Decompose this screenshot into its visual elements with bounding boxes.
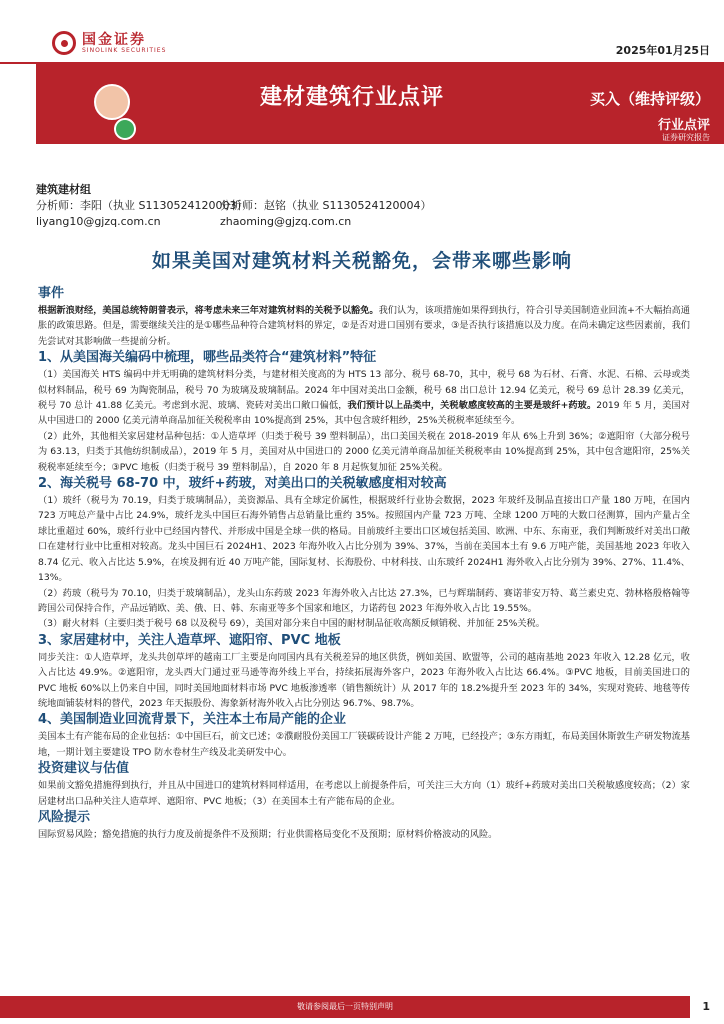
s1-text-a: （1）美国海关 HTS 编码中并无明确的建筑材料分类，与建材相关度高的为 HTS 13 部分、税号 68-70，其中，税号 68 为石材、石膏、水泥、石棉、云母或类似材料制品，税号 69 为陶瓷制品，税号 70 为玻璃及玻璃制品。2024 年中国对美出口金额，税号 68 出口总计 12.94 亿美元，税号 69 总计 28.39 亿美元，税号 70 总计 41.88 亿美元。考虑到水泥、玻璃、瓷砖对美出口敞口偏低， xyxy=(38,369,690,412)
logo-text xyxy=(82,33,166,54)
logo-cn: 国金证券 xyxy=(82,31,146,48)
avatar-icon xyxy=(94,84,130,120)
risk-paragraph: 国际贸易风险；豁免措施的执行力度及前提条件不及预期；行业供需格局变化不及预期；原材料价格波动的风险。 xyxy=(38,828,498,840)
company-logo xyxy=(52,31,166,55)
section-title-investment: 投资建议与估值 xyxy=(38,761,130,777)
logo-mark-icon xyxy=(52,31,76,55)
section-2-paragraph-1: （1）玻纤（税号为 70.19，归类于玻璃制品），美资源品、具有全球定价属性，根据玻纤行业协会数据，2023 年玻纤及制品直接出口产量 180 万吨，在国内 723 万吨总产量中占比 24.9%，玻纤龙头中国巨石海外销售占总销量比重约 35%。按照国内产量 723 万吨、全球 1200 万吨的大数口径测算，国内产量占全球比重超过 60%，玻纤行业中已经国内替代、并形成中国是全球一供的格局。目前玻纤主要出口区域包括美国、欧洲、中东、东南亚，我们判断玻纤对美出口敞口在建材行业中比重相对较高。龙头中国巨石 2024H1、2023 年海外收入占比分别为 39%、37%，当前在美国本土有 9.6 万吨产能，美国基地 2023 年收入 8.74 亿元、收入占比达 5.9%，在埃及拥有近 40 万吨产能，国际复材、长海股份、中材科技、山东玻纤 2024H1 海外收入占比分别为 39%、27%、11.4%、13%。 xyxy=(38,495,690,584)
section-1-paragraph-2: （2）此外，其他相关家居建材品种包括：①人造草坪（归类于税号 39 塑料制品），出口美国关税在 2018-2019 年从 6%上升到 36%；②遮阳帘（大部分税号为 63.13，归类于其他纺织制成品），2019 年 5 月，美国对从中国进口的 2000 亿美元清单商品加征关税税率由 10%提高到 25%，其中包含遮阳帘，25%关税税率延续至今；③PVC 地板（归类于税号 39 塑料制品），自 2020 年 8 月起恢复加征 25%关税。 xyxy=(38,430,690,473)
event-bold: 根据新浪财经，美国总统特朗普表示，将考虑未来三年对建筑材料的关税予以豁免。 xyxy=(38,305,379,316)
report-type-label: 证券研究报告 xyxy=(662,133,710,142)
s1-bold: 我们预计以上品类中，关税敏感度较高的主要是玻纤+药玻。 xyxy=(347,400,597,412)
qr-code-icon xyxy=(86,80,138,138)
page-footer xyxy=(0,996,724,1024)
analyst-1: 分析师：李阳（执业 S1130524120003） xyxy=(36,199,248,212)
section-title-2: 2、海关税号 68-70 中，玻纤+药玻，对美出口的关税敏感度相对较高 xyxy=(38,476,447,492)
section-3-paragraph-1: 同步关注：①人造草坪，龙头共创草坪的越南工厂主要是向同国内具有关税差异的地区供货，例如美国、欧盟等，公司的越南基地 2023 年收入 12.28 亿元，收入占比达 49.9%。②遮阳帘，龙头西大门通过亚马逊等海外线上平台，持续拓展海外客户，2023 年海外收入占比达 66.4%。③PVC 地板，目前美国进口的 PVC 地板 60%以上仍来自中国，同时美国地面材料市场 PVC 地板渗透率（销售额统计）从 2017 年的 18.2%提升至 2023 年的 34%，实现对瓷砖、地毯等传统地面铺装材料的替代，2023 年天振股份、海象新材海外收入占比分别达 96.7%、98.7%。 xyxy=(38,651,690,709)
section-title-event: 事件 xyxy=(38,286,65,301)
section-title-4: 4、美国制造业回流背景下，关注本土布局产能的企业 xyxy=(38,712,347,728)
s1-text-c: 2019 年 5 月，美国对从中国进口的 2000 亿美元清单商品加征关税税率由 10%提高到 25%，其中包含玻纤粗纱，25%关税税率延续至今。 xyxy=(38,400,690,427)
page-number: 1 xyxy=(702,1000,710,1013)
section-2-paragraph-3: （3）耐火材料（主要归类于税号 68 以及税号 69），美国对部分来自中国的耐材制品征收高额反倾销税、并加征 25%关税。 xyxy=(38,618,545,630)
analyst-2: 分析师：赵铭（执业 S1130524120004） xyxy=(220,199,432,212)
analyst-2-email[interactable]: zhaoming@gjzq.com.cn xyxy=(220,215,352,228)
industry-label: 行业点评 xyxy=(657,118,710,133)
report-header xyxy=(0,0,724,182)
analyst-1-email[interactable]: liyang10@gjzq.com.cn xyxy=(36,215,161,228)
section-title-1: 1、从美国海关编码中梳理，哪些品类符合“建筑材料”特征 xyxy=(38,350,377,366)
rating-label: 买入（维持评级） xyxy=(589,90,710,108)
event-paragraph xyxy=(38,303,690,349)
report-date: 2025年01月25日 xyxy=(615,44,710,57)
logo-en: SINOLINK SECURITIES xyxy=(82,46,167,54)
section-1-paragraph-1 xyxy=(38,367,690,429)
analyst-2-info xyxy=(220,198,431,230)
section-title-3: 3、家居建材中，关注人造草坪、遮阳帘、PVC 地板 xyxy=(38,632,341,648)
section-4-paragraph-1: 美国本土有产能布局的企业包括：①中国巨石，前文已述；②濮耐股份美国工厂镁碳砖设计产能 2 万吨，已经投产；③东方雨虹，布局美国休斯敦生产研发物流基地，一期计划主要建设 TPO 防水卷材生产线及北美研发中心。 xyxy=(38,731,690,758)
section-2-paragraph-2: （2）药玻（税号为 70.10，归类于玻璃制品），龙头山东药玻 2023 年海外收入占比达 27.3%，已与辉瑞制药、赛诺菲安万特、葛兰素史克、勃林格殷格翰等跨国公司保持合作，产品远销欧、美、俄、日、韩、东南亚等多个国家和地区，力诺药包 2023 年海外收入占比 19.55%。 xyxy=(38,587,690,614)
analyst-info xyxy=(36,182,247,230)
event-text: 我们认为，该项措施如果得到执行，符合引导美国制造业回流+不大幅抬高通胀的政策思路。但是，需要继续关注的是①哪些品种符合建筑材料的界定，②是否对进口国别有要求，③是否执行该措施以及力度。在尚未确定这些因素前，我们先尝试对其影响做一些提前分析。 xyxy=(38,305,690,347)
footer-disclaimer: 敬请参阅最后一页特别声明 xyxy=(297,1002,393,1011)
wechat-icon xyxy=(114,118,136,140)
investment-paragraph: 如果前文豁免措施得到执行，并且从中国进口的建筑材料同样适用，在考虑以上前提条件后，可关注三大方向（1）玻纤+药玻对美出口关税敏感度较高；（2）家居建材出口品种关注人造草坪、遮阳帘、PVC 地板；（3）在美国本土有产能布局的企业。 xyxy=(38,780,690,807)
sector-label: 建筑建材组 xyxy=(36,183,91,196)
report-body xyxy=(38,285,690,842)
report-title: 建材建筑行业点评 xyxy=(260,85,445,110)
report-headline: 如果美国对建筑材料关税豁免，会带来哪些影响 xyxy=(151,250,572,272)
section-title-risk: 风险提示 xyxy=(38,809,91,825)
